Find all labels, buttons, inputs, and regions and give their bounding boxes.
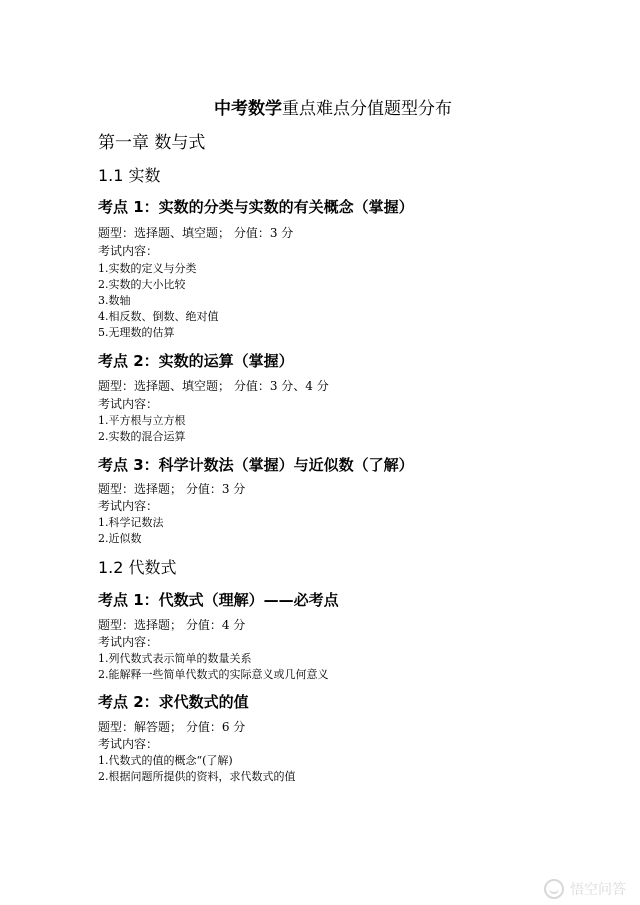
q1-exam-label: 考试内容： [98,635,159,649]
section-heading-1-2: 1.2 代数式 [98,558,177,577]
q1-item: 1.列代数式表示简单的数量关系 [98,652,252,665]
point-1-item: 2.实数的大小比较 [98,278,186,291]
wukong-logo-icon [544,879,564,899]
point-1-item: 1.实数的定义与分类 [98,262,197,275]
watermark-text: 悟空问答 [570,882,626,898]
point-1-item: 4.相反数、倒数、绝对值 [98,310,219,323]
q1-meta: 题型：选择题； 分值：4 分 [98,618,246,632]
point-heading-3: 考点 3：科学计数法（掌握）与近似数（了解） [98,456,414,474]
section-heading-1-1: 1.1 实数 [98,166,161,185]
q2-item: 2.根据问题所提供的资料，求代数式的值 [98,770,296,783]
q2-meta: 题型：解答题； 分值：6 分 [98,720,246,734]
point-1-meta: 题型：选择题、填空题； 分值：3 分 [98,226,294,240]
point-3-item: 1.科学记数法 [98,516,164,529]
q1-item: 2.能解释一些简单代数式的实际意义或几何意义 [98,668,329,681]
point-1-item: 5.无理数的估算 [98,326,175,339]
point-heading-q1: 考点 1：代数式（理解）——必考点 [98,591,339,609]
point-2-meta: 题型：选择题、填空题； 分值：3 分、4 分 [98,379,329,393]
point-2-item: 2.实数的混合运算 [98,430,186,443]
point-3-exam-label: 考试内容： [98,499,159,513]
point-3-meta: 题型：选择题； 分值：3 分 [98,482,246,496]
point-heading-q2: 考点 2：求代数式的值 [98,693,249,711]
point-2-item: 1.平方根与立方根 [98,414,186,427]
point-heading-2: 考点 2：实数的运算（掌握） [98,352,294,370]
q2-exam-label: 考试内容： [98,737,159,751]
point-1-item: 3.数轴 [98,294,131,307]
chapter-heading: 第一章 数与式 [98,133,206,153]
point-heading-1: 考点 1：实数的分类与实数的有关概念（掌握） [98,198,414,216]
title-bold-part: 中考数学 [214,99,282,119]
watermark [544,879,626,899]
document-title [98,94,568,119]
title-rest-part: 重点难点分值题型分布 [282,99,452,119]
point-3-item: 2.近似数 [98,532,142,545]
point-1-exam-label: 考试内容： [98,244,159,258]
point-2-exam-label: 考试内容： [98,397,159,411]
q2-item: 1.代数式的值的概念“(了解) [98,754,233,767]
